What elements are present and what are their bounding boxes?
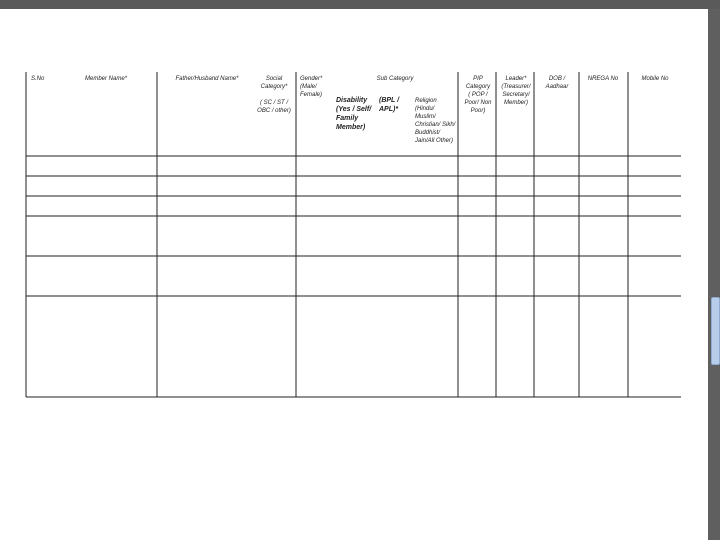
header-mobile-no: Mobile No [641, 76, 669, 82]
header-member-name: Member Name* [84, 76, 127, 82]
header-father-husband-name: Father/Husband Name* [175, 76, 239, 82]
header-social-category: Social Category* ( SC / ST / OBC / other) [257, 76, 291, 114]
header-sno: S.No [31, 76, 45, 82]
header-nrega-no: NREGA No [587, 76, 619, 82]
member-table-grid [0, 9, 708, 540]
header-pip-category: PIP Category ( POP / Poor/ Non Poor) [464, 76, 492, 114]
header-dob-aadhaar: DOB / Aadhaar [545, 76, 569, 90]
header-bpl-apl: (BPL / APL)* [379, 97, 400, 113]
vertical-scrollbar[interactable] [708, 9, 720, 540]
header-leader: Leader* (Treasurer/ Secretary/ Member) [501, 76, 531, 106]
scrollbar-thumb[interactable] [711, 297, 720, 365]
header-sub-category: Sub Category [376, 76, 414, 82]
top-bar [0, 0, 720, 9]
header-religion: Religion (Hindu/ Muslim/ Christian/ Sikh/ Buddhist/ Jain/All Other) [415, 98, 456, 144]
document-page [0, 9, 708, 540]
header-gender: Gender* (Male/ Female) [300, 76, 323, 98]
header-disability: Disability (Yes / Self/ Family Member) [336, 97, 372, 131]
